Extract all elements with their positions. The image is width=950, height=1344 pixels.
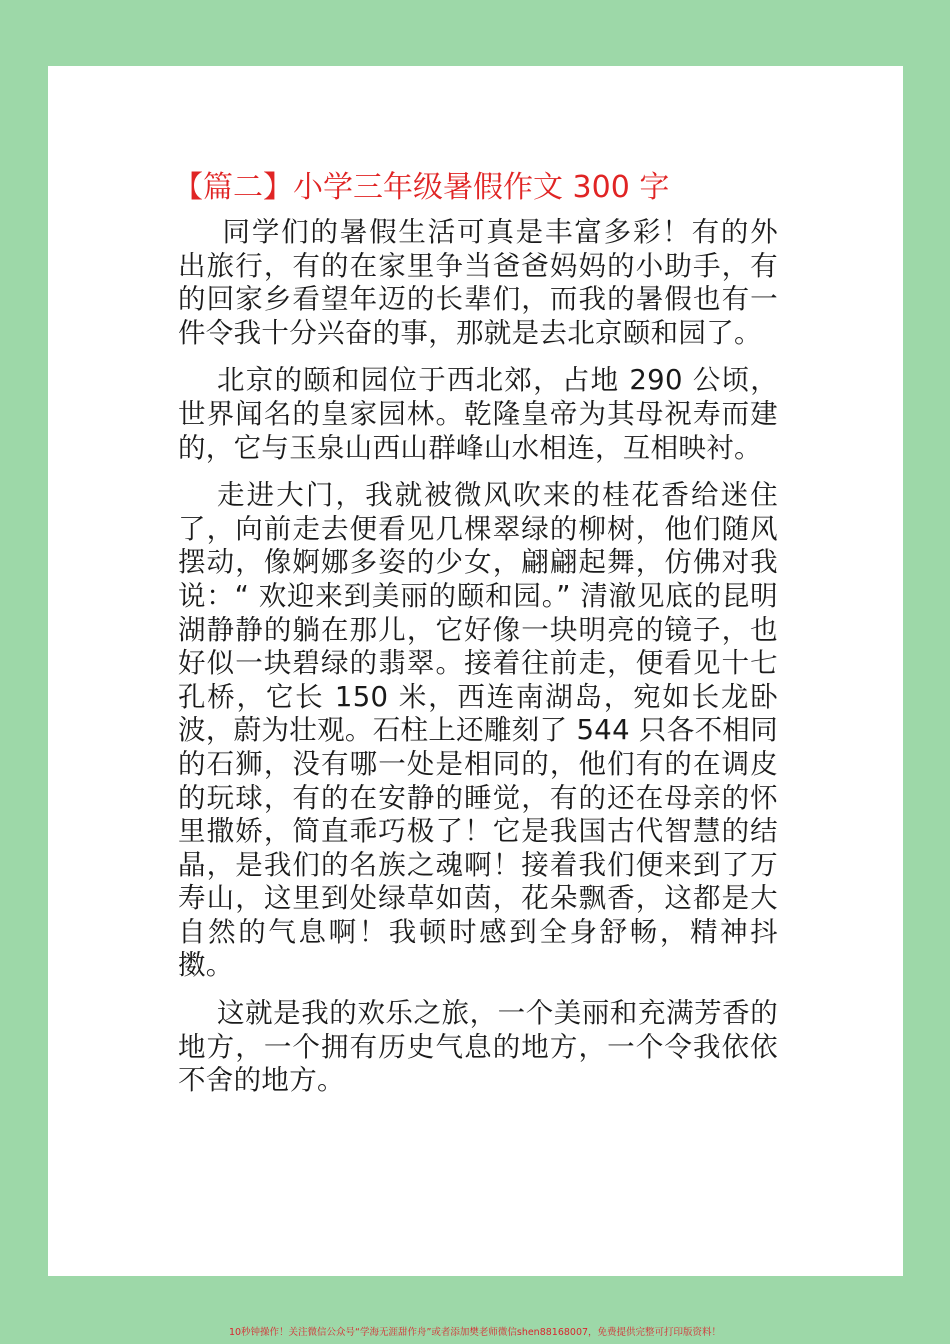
paragraph-2: 北京的颐和园位于西北郊，占地 290 公顷，世界闻名的皇家园林。乾隆皇帝为其母祝寿而建的，它与玉泉山西山群峰山水相连，互相映衬。 — [178, 364, 778, 464]
document-title: 【篇二】小学三年级暑假作文 300 字 — [173, 170, 670, 205]
footer-notice: 10秒钟操作！关注微信公众号“学海无涯甜作舟”或者添加樊老师微信shen88168007，免费提供完整可打印版资料！ — [228, 1327, 722, 1338]
essay-body — [178, 216, 778, 1112]
paragraph-4: 这就是我的欢乐之旅，一个美丽和充满芳香的地方，一个拥有历史气息的地方，一个令我依依不舍的地方。 — [178, 997, 778, 1097]
paragraph-3: 走进大门，我就被微风吹来的桂花香给迷住了，向前走去便看见几棵翠绿的柳树，他们随风摆动，像婀娜多姿的少女，翩翩起舞，仿佛对我说：“ 欢迎来到美丽的颐和园。” 清澈见底的昆明湖静静的躺在那儿，它好像一块明亮的镜子，也好似一块碧绿的翡翠。接着往前走，便看见十七孔桥，它长 150 米，西连南湖岛，宛如长龙卧波，蔚为壮观。石柱上还雕刻了 544 只各不相同的石狮，没有哪一处是相同的，他们有的在调皮的玩球，有的在安静的睡觉，有的还在母亲的怀里撒娇，简直乖巧极了！它是我国古代智慧的结晶，是我们的名族之魂啊！接着我们便来到了万寿山，这里到处绿草如茵，花朵飘香，这都是大自然的气息啊！我顿时感到全身舒畅，精神抖擞。 — [178, 479, 778, 982]
paragraph-1: 同学们的暑假生活可真是丰富多彩！有的外出旅行，有的在家里争当爸爸妈妈的小助手，有的回家乡看望年迈的长辈们，而我的暑假也有一件令我十分兴奋的事，那就是去北京颐和园了。 — [178, 216, 778, 349]
